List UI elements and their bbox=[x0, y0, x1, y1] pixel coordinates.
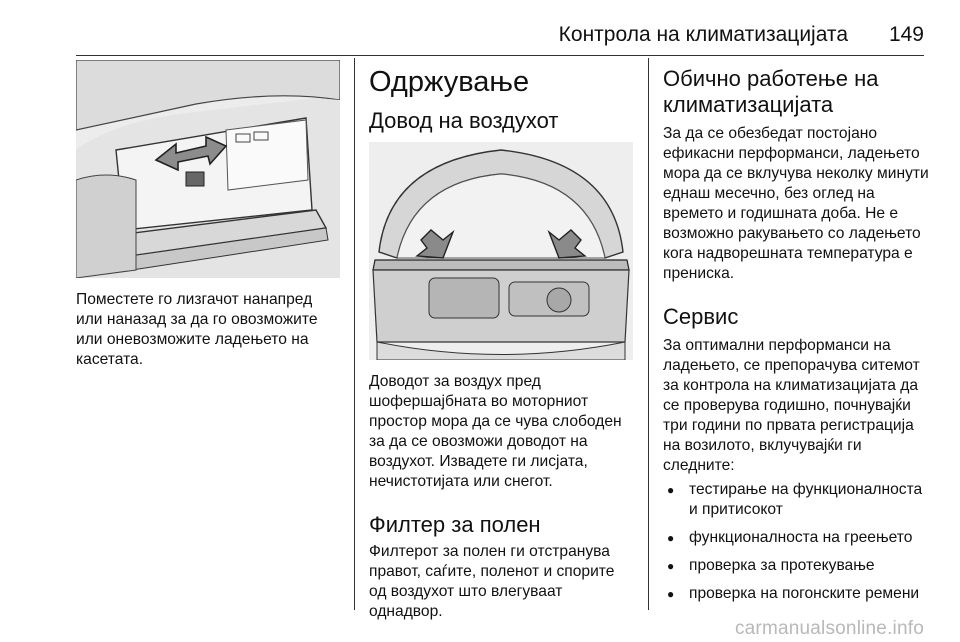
column-divider-2 bbox=[648, 58, 649, 610]
column-1 bbox=[76, 60, 340, 370]
air-intake-heading: Довод на воздухот bbox=[369, 108, 559, 133]
ac-operation-heading: Обично работење на климатизацијата bbox=[663, 66, 879, 117]
service-heading: Сервис bbox=[663, 304, 739, 329]
air-intake-text: Доводот за воздух пред шофершајбната во моторниот простор мора да се чува слободен за да се овозможи доводот на воздухот. Извадете ги лисјата, нечистотијата или снегот. bbox=[369, 373, 622, 490]
maintenance-heading: Одржување bbox=[369, 66, 530, 98]
glovebox-caption: Поместете го лизгачот нанапред или наназад за да го овозможите или оневозможите ладењето на касетата. bbox=[76, 291, 318, 368]
list-item: ● проверка на погонските ремени bbox=[663, 584, 931, 604]
pollen-filter-text: Филтерот за полен ги отстранува правот, саѓите, поленот и спорите од воздухот што влегуваат однадвор. bbox=[369, 543, 615, 620]
page-number: 149 bbox=[888, 23, 924, 46]
glovebox-illustration bbox=[76, 60, 340, 278]
service-text: За оптимални перформанси на ладењето, се препорачува ситемот за контрола на климатизацијата да се проверува годишно, почнувајќи три години по првата регистрација на возилото, вклучувајќи ги следните: bbox=[663, 337, 920, 474]
header-rule bbox=[76, 55, 924, 56]
page-header-title: Контрола на климатизацијата bbox=[558, 23, 848, 46]
column-3 bbox=[663, 60, 931, 612]
list-item: ● функционалноста на греењето bbox=[663, 528, 931, 548]
ac-operation-text: За да се обезбедат постојано ефикасни перформанси, ладењето мора да се вклучува неколку минути еднаш месечно, без оглед на времето и годишната доба. Не е возможно ракувањето со ладењето кога надворешната температура е прениска. bbox=[663, 125, 929, 282]
column-divider-1 bbox=[354, 58, 355, 610]
list-item: ● проверка за протекување bbox=[663, 556, 931, 576]
service-checklist bbox=[663, 480, 931, 604]
list-item: ● тестирање на функционалноста и притисокот bbox=[663, 480, 931, 520]
column-2 bbox=[369, 60, 635, 622]
engine-bay-illustration bbox=[369, 142, 633, 360]
watermark-link[interactable]: carmanualsonline.info bbox=[734, 618, 924, 639]
pollen-filter-heading: Филтер за полен bbox=[369, 512, 541, 537]
